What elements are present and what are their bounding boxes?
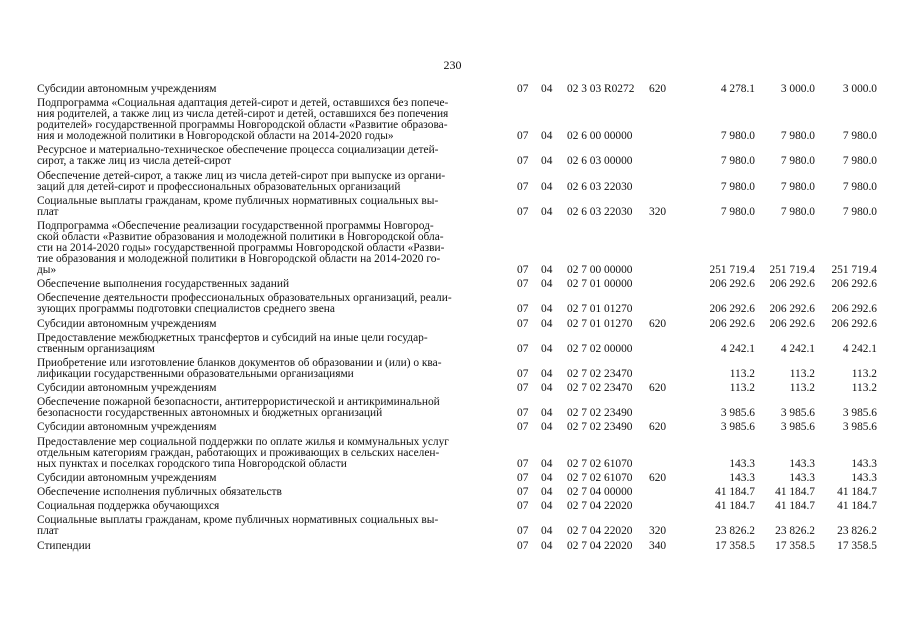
row-name: Приобретение или изготовление бланков документов об образовании и (или) о ква- лификации государственными образовательными организациями — [37, 356, 442, 380]
row-amount-3: 7 980.0 — [842, 130, 877, 143]
row-expense-type: 620 — [649, 317, 667, 330]
row-amount-2: 143.3 — [789, 471, 815, 484]
row-amount-2: 251 719.4 — [769, 263, 815, 276]
table-row — [37, 333, 887, 355]
row-subsection: 04 — [541, 205, 553, 218]
row-name: Субсидии автономным учреждениям — [37, 317, 217, 330]
row-name: Обеспечение пожарной безопасности, антитеррористической и антикриминальной безопасности государственных автономных и бюджетных организаций — [37, 396, 440, 420]
row-amount-2: 206 292.6 — [769, 303, 815, 316]
table-row — [37, 279, 887, 290]
row-amount-1: 41 184.7 — [715, 486, 755, 498]
row-amount-1: 7 980.0 — [720, 180, 755, 193]
row-amount-3: 143.3 — [851, 457, 877, 470]
row-name: Ресурсное и материально-техническое обеспечение процесса социализации детей- сирот, а также лиц из числа детей-сирот — [37, 144, 439, 168]
row-expense-type: 620 — [649, 83, 667, 95]
row-amount-2: 113.2 — [789, 367, 815, 380]
row-section: 07 — [517, 382, 529, 395]
row-section: 07 — [517, 539, 529, 552]
row-target-item: 02 6 03 22030 — [567, 205, 633, 218]
row-amount-2: 206 292.6 — [769, 278, 815, 291]
row-amount-2: 3 985.6 — [780, 421, 815, 434]
table-row — [37, 145, 887, 167]
table-row — [37, 171, 887, 193]
row-section: 07 — [517, 367, 529, 380]
row-expense-type: 620 — [649, 471, 667, 484]
row-amount-3: 206 292.6 — [831, 278, 877, 291]
row-subsection: 04 — [541, 180, 553, 193]
row-amount-1: 206 292.6 — [709, 278, 755, 291]
row-name: Социальные выплаты гражданам, кроме публичных нормативных социальных вы- плат — [37, 514, 439, 538]
row-section: 07 — [517, 278, 529, 291]
row-amount-3: 4 242.1 — [842, 342, 877, 355]
row-amount-2: 143.3 — [789, 457, 815, 470]
row-target-item: 02 7 02 61070 — [567, 471, 633, 484]
row-name: Предоставление межбюджетных трансфертов и субсидий на иные цели государ- ственным организациям — [37, 331, 428, 355]
row-amount-2: 17 358.5 — [775, 539, 815, 552]
row-amount-2: 3 000.0 — [780, 83, 815, 95]
table-row — [37, 293, 887, 315]
row-amount-2: 7 980.0 — [780, 155, 815, 168]
row-section: 07 — [517, 525, 529, 538]
table-row — [37, 84, 887, 95]
row-target-item: 02 7 00 00000 — [567, 263, 633, 276]
row-section: 07 — [517, 457, 529, 470]
row-subsection: 04 — [541, 486, 553, 498]
row-subsection: 04 — [541, 342, 553, 355]
row-target-item: 02 7 01 01270 — [567, 303, 633, 316]
row-amount-3: 7 980.0 — [842, 205, 877, 218]
row-subsection: 04 — [541, 471, 553, 484]
row-subsection: 04 — [541, 83, 553, 95]
row-target-item: 02 6 03 00000 — [567, 155, 633, 168]
row-name: Обеспечение выполнения государственных заданий — [37, 278, 290, 291]
row-amount-2: 41 184.7 — [775, 500, 815, 513]
table-row — [37, 221, 887, 276]
row-amount-1: 7 980.0 — [720, 205, 755, 218]
row-amount-1: 41 184.7 — [715, 500, 755, 513]
row-subsection: 04 — [541, 155, 553, 168]
row-amount-3: 41 184.7 — [837, 500, 877, 513]
row-amount-1: 17 358.5 — [715, 539, 755, 552]
row-target-item: 02 3 03 R0272 — [567, 83, 635, 95]
row-expense-type: 320 — [649, 205, 667, 218]
row-target-item: 02 7 01 01270 — [567, 317, 633, 330]
row-section: 07 — [517, 471, 529, 484]
row-amount-1: 206 292.6 — [709, 303, 755, 316]
row-name: Обеспечение деятельности профессиональных образовательных организаций, реали- зующих программы подготовки специалистов среднего звена — [37, 292, 452, 316]
row-target-item: 02 7 02 23470 — [567, 382, 633, 395]
table-row — [37, 437, 887, 470]
row-expense-type: 340 — [649, 539, 667, 552]
row-subsection: 04 — [541, 130, 553, 143]
row-name: Социальные выплаты гражданам, кроме публичных нормативных социальных вы- плат — [37, 194, 439, 218]
row-amount-1: 113.2 — [729, 382, 755, 395]
row-subsection: 04 — [541, 525, 553, 538]
row-amount-3: 3 985.6 — [842, 407, 877, 420]
row-amount-1: 3 985.6 — [720, 421, 755, 434]
table-row — [37, 383, 887, 394]
row-target-item: 02 7 02 61070 — [567, 457, 633, 470]
row-target-item: 02 6 03 22030 — [567, 180, 633, 193]
row-subsection: 04 — [541, 457, 553, 470]
row-section: 07 — [517, 421, 529, 434]
row-subsection: 04 — [541, 263, 553, 276]
row-amount-1: 7 980.0 — [720, 130, 755, 143]
row-name: Предоставление мер социальной поддержки по оплате жилья и коммунальных услуг отдельным категориям граждан, работающих и проживающих в сельских населен- ных пунктах и поселках городского типа Новгородской области — [37, 435, 449, 470]
row-amount-1: 23 826.2 — [715, 525, 755, 538]
table-row — [37, 98, 887, 142]
row-section: 07 — [517, 155, 529, 168]
row-subsection: 04 — [541, 317, 553, 330]
row-name: Социальная поддержка обучающихся — [37, 500, 220, 513]
row-amount-1: 206 292.6 — [709, 317, 755, 330]
row-name: Стипендии — [37, 539, 91, 552]
row-amount-1: 3 985.6 — [720, 407, 755, 420]
row-subsection: 04 — [541, 303, 553, 316]
row-subsection: 04 — [541, 421, 553, 434]
row-amount-2: 4 242.1 — [780, 342, 815, 355]
row-amount-3: 7 980.0 — [842, 155, 877, 168]
row-amount-3: 41 184.7 — [837, 486, 877, 498]
row-section: 07 — [517, 205, 529, 218]
table-row — [37, 473, 887, 484]
row-section: 07 — [517, 342, 529, 355]
budget-table — [37, 84, 887, 555]
row-amount-3: 7 980.0 — [842, 180, 877, 193]
row-target-item: 02 7 02 23470 — [567, 367, 633, 380]
row-section: 07 — [517, 263, 529, 276]
table-row — [37, 397, 887, 419]
row-amount-2: 7 980.0 — [780, 205, 815, 218]
row-amount-3: 251 719.4 — [831, 263, 877, 276]
row-target-item: 02 7 04 22020 — [567, 539, 633, 552]
row-target-item: 02 7 02 23490 — [567, 407, 633, 420]
row-amount-2: 41 184.7 — [775, 486, 815, 498]
row-expense-type: 620 — [649, 421, 667, 434]
row-section: 07 — [517, 130, 529, 143]
row-name: Субсидии автономным учреждениям — [37, 471, 217, 484]
row-amount-2: 206 292.6 — [769, 317, 815, 330]
row-amount-3: 113.2 — [851, 367, 877, 380]
row-amount-2: 3 985.6 — [780, 407, 815, 420]
row-name: Подпрограмма «Обеспечение реализации государственной программы Новгород- ской области «Развитие образования и молодежной политики в Новгородской обла- сти на 2014-2020 годы» государственной программы Новгородской области «Разви- тие образования и молодежной политики в Новгородской области на 2014-2020 го- ды» — [37, 219, 445, 276]
table-row — [37, 515, 887, 537]
table-row — [37, 358, 887, 380]
row-name: Подпрограмма «Социальная адаптация детей-сирот и детей, оставшихся без попече- ния родителей, а также лиц из числа детей-сирот и детей, оставшихся без попечения родителей» государственной программы Новгородской области «Развитие образова- ния и молодежной политики в Новгородской области на 2014-2020 годы» — [37, 97, 449, 143]
row-name: Обеспечение детей-сирот, а также лиц из числа детей-сирот при выпуске из органи- заций для детей-сирот и профессиональных образовательных организаций — [37, 169, 446, 193]
row-target-item: 02 7 04 22020 — [567, 525, 633, 538]
row-amount-3: 206 292.6 — [831, 303, 877, 316]
row-expense-type: 620 — [649, 382, 667, 395]
row-section: 07 — [517, 500, 529, 513]
row-subsection: 04 — [541, 367, 553, 380]
row-amount-3: 113.2 — [851, 382, 877, 395]
row-amount-1: 143.3 — [729, 457, 755, 470]
row-amount-3: 3 985.6 — [842, 421, 877, 434]
row-amount-3: 17 358.5 — [837, 539, 877, 552]
table-row — [37, 541, 887, 552]
row-name: Обеспечение исполнения публичных обязательств — [37, 486, 282, 498]
row-subsection: 04 — [541, 278, 553, 291]
row-section: 07 — [517, 317, 529, 330]
row-target-item: 02 7 02 23490 — [567, 421, 633, 434]
row-subsection: 04 — [541, 407, 553, 420]
table-row — [37, 422, 887, 433]
row-amount-2: 23 826.2 — [775, 525, 815, 538]
row-amount-1: 143.3 — [729, 471, 755, 484]
row-amount-1: 7 980.0 — [720, 155, 755, 168]
row-amount-2: 7 980.0 — [780, 130, 815, 143]
row-target-item: 02 7 02 00000 — [567, 342, 633, 355]
row-subsection: 04 — [541, 500, 553, 513]
row-target-item: 02 7 04 22020 — [567, 500, 633, 513]
row-name: Субсидии автономным учреждениям — [37, 421, 217, 434]
row-section: 07 — [517, 303, 529, 316]
row-target-item: 02 6 00 00000 — [567, 130, 633, 143]
row-amount-3: 23 826.2 — [837, 525, 877, 538]
table-row — [37, 501, 887, 512]
row-section: 07 — [517, 486, 529, 498]
row-amount-1: 251 719.4 — [709, 263, 755, 276]
row-name: Субсидии автономным учреждениям — [37, 382, 217, 395]
row-amount-3: 206 292.6 — [831, 317, 877, 330]
row-amount-3: 3 000.0 — [842, 83, 877, 95]
row-section: 07 — [517, 407, 529, 420]
table-row — [37, 319, 887, 330]
page-number: 230 — [443, 58, 462, 72]
row-amount-2: 113.2 — [789, 382, 815, 395]
row-subsection: 04 — [541, 382, 553, 395]
row-amount-1: 113.2 — [729, 367, 755, 380]
row-amount-3: 143.3 — [851, 471, 877, 484]
row-amount-1: 4 278.1 — [720, 83, 755, 95]
row-expense-type: 320 — [649, 525, 667, 538]
row-amount-1: 4 242.1 — [720, 342, 755, 355]
table-row — [37, 196, 887, 218]
row-name: Субсидии автономным учреждениям — [37, 83, 217, 95]
row-subsection: 04 — [541, 539, 553, 552]
row-section: 07 — [517, 83, 529, 95]
row-target-item: 02 7 01 00000 — [567, 278, 633, 291]
row-amount-2: 7 980.0 — [780, 180, 815, 193]
row-target-item: 02 7 04 00000 — [567, 486, 633, 498]
row-section: 07 — [517, 180, 529, 193]
table-row — [37, 487, 887, 498]
